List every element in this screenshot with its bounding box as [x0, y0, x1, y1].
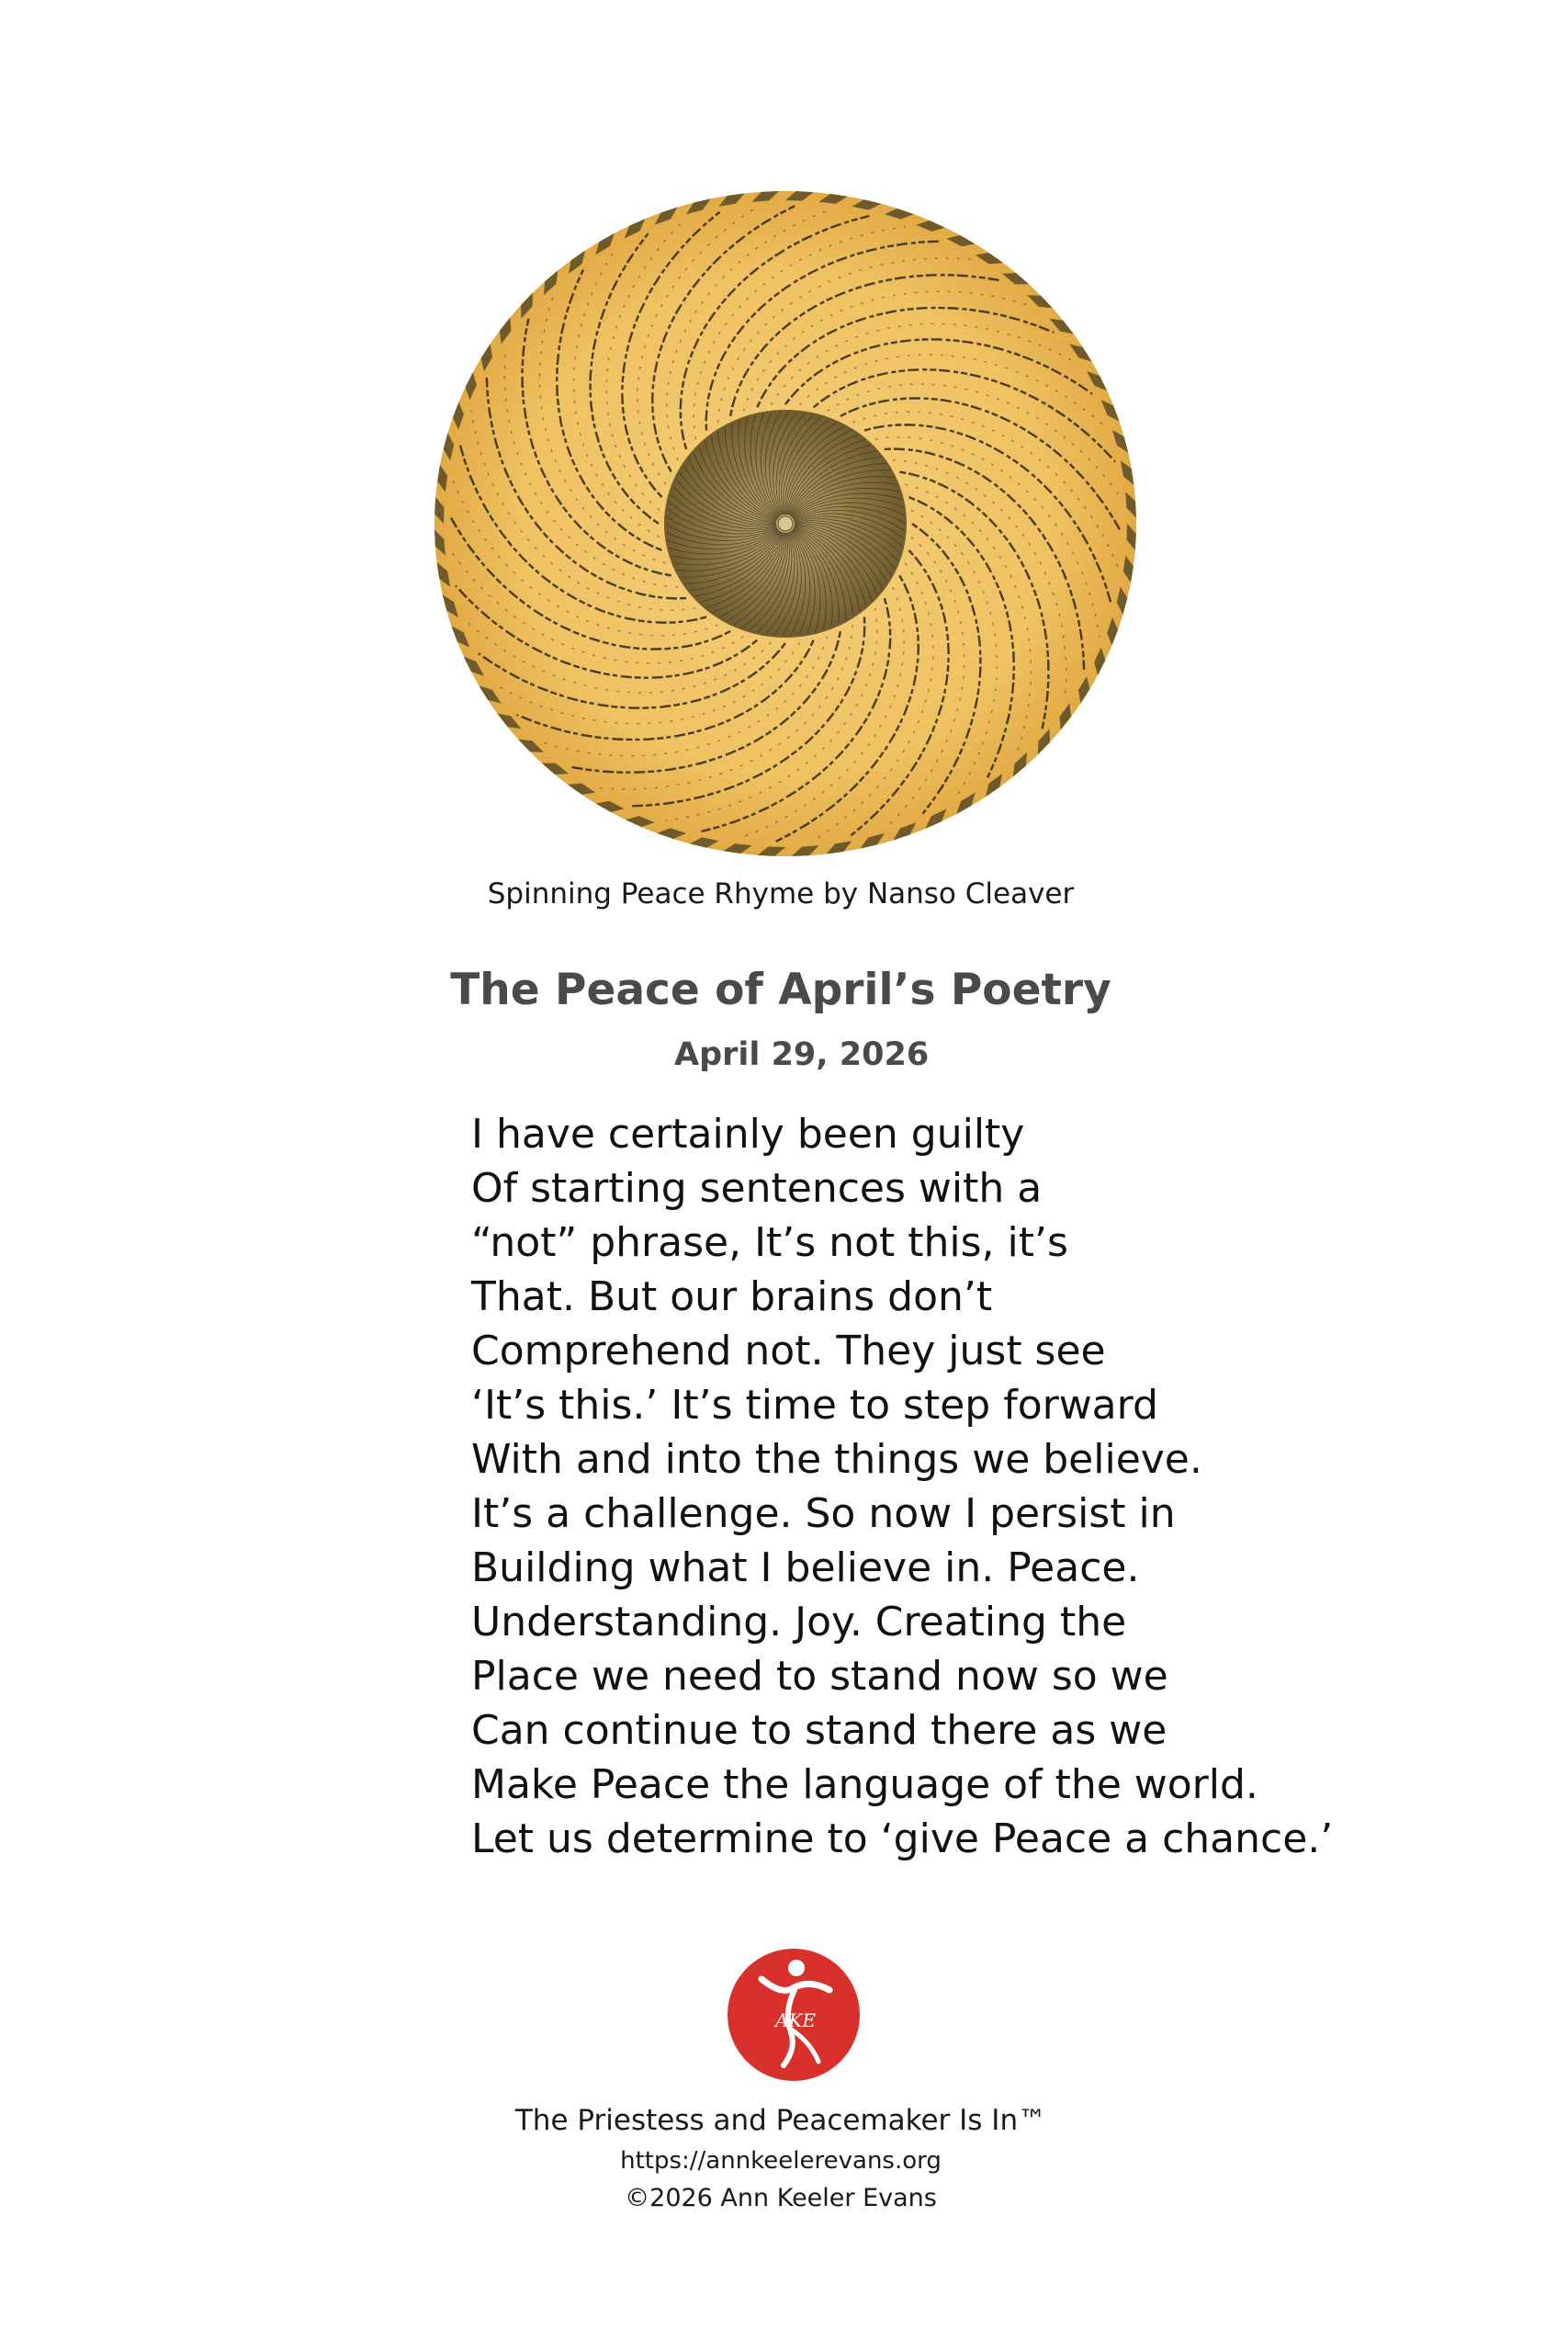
poem-line: Place we need to stand now so we: [471, 1653, 1168, 1700]
logo-figure-head: [788, 1960, 805, 1976]
ake-logo-icon: [727, 1948, 861, 2082]
artwork-caption: Spinning Peace Rhyme by Nanso Cleaver: [487, 877, 1075, 910]
poem-line: Can continue to stand there as we: [471, 1707, 1168, 1754]
poem-line: “not” phrase, It’s not this, it’s: [471, 1219, 1068, 1266]
poem-line: With and into the things we believe.: [471, 1436, 1202, 1483]
poem-line: Building what I believe in. Peace.: [471, 1544, 1140, 1591]
page-title: The Peace of April’s Poetry: [450, 965, 1111, 1015]
footer-copyright: ©2026 Ann Keeler Evans: [625, 2184, 937, 2212]
poem-line: I have certainly been guilty: [471, 1111, 1025, 1158]
center-dot: [778, 516, 793, 531]
spinning-peace-artwork: [432, 188, 1139, 859]
poem-line: Let us determine to ‘give Peace a chance.’: [471, 1815, 1334, 1862]
poem-line: It’s a challenge. So now I persist in: [471, 1490, 1176, 1537]
poem-line: Make Peace the language of the world.: [471, 1761, 1258, 1808]
poem-line: Understanding. Joy. Creating the: [471, 1599, 1127, 1645]
footer-tagline: The Priestess and Peacemaker Is In™: [514, 2104, 1047, 2137]
spiral-disc: [434, 191, 1136, 856]
poem-line: Comprehend not. They just see: [471, 1328, 1106, 1374]
footer-url-link[interactable]: https://annkeelerevans.org: [620, 2147, 942, 2175]
poem-line: That. But our brains don’t: [471, 1273, 993, 1320]
poem-body: [471, 1107, 1528, 1866]
logo-initials: AKE: [775, 2009, 816, 2031]
poem-line: ‘It’s this.’ It’s time to step forward: [471, 1382, 1158, 1429]
poem-date: April 29, 2026: [674, 1036, 930, 1073]
poem-line: Of starting sentences with a: [471, 1165, 1043, 1212]
